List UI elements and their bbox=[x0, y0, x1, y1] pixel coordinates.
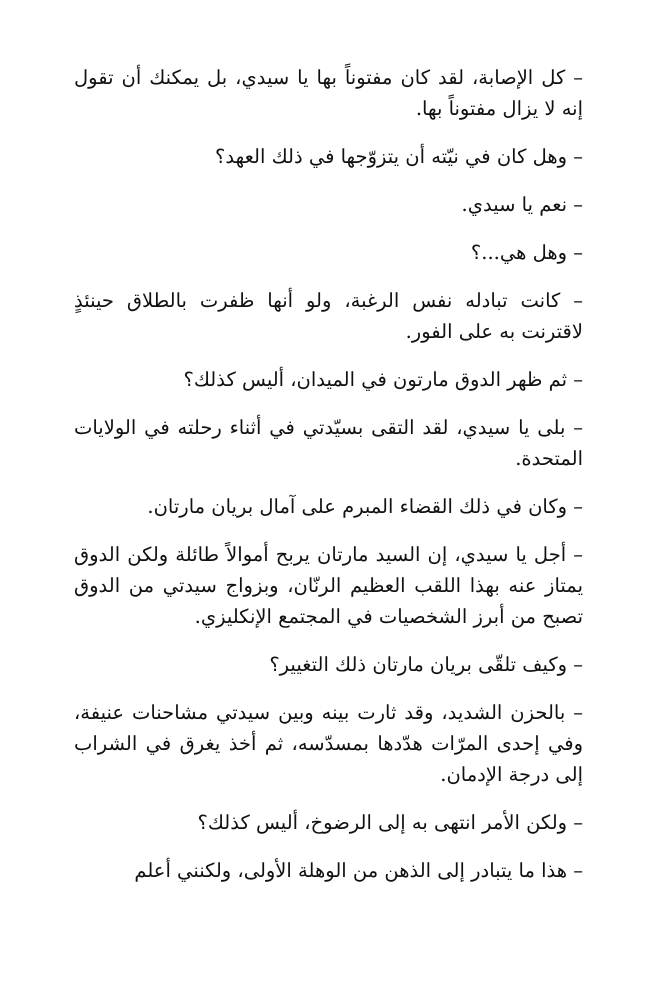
dialogue-paragraph-10: – وكيف تلقّى بريان مارتان ذلك التغيير؟ bbox=[269, 653, 583, 676]
dialogue-paragraph-7: – بلى يا سيدي، لقد التقى بسيّدتي في أثناء رحلته في الولايات المتحدة. bbox=[74, 416, 583, 470]
dialogue-paragraph-3: – نعم يا سيدي. bbox=[461, 193, 583, 216]
dialogue-paragraph-13: – هذا ما يتبادر إلى الذهن من الوهلة الأولى، ولكنني أعلم bbox=[134, 859, 583, 882]
page-text bbox=[74, 62, 583, 903]
dialogue-paragraph-11: – بالحزن الشديد، وقد ثارت بينه وبين سيدتي مشاحنات عنيفة، وفي إحدى المرّات هدّدها بمسدّسه، ثم أخذ يغرق في الشراب إلى درجة الإدمان. bbox=[74, 701, 583, 786]
dialogue-paragraph-2: – وهل كان في نيّته أن يتزوّجها في ذلك العهد؟ bbox=[215, 145, 583, 168]
dialogue-paragraph-4: – وهل هي...؟ bbox=[470, 241, 583, 264]
dialogue-paragraph-12: – ولكن الأمر انتهى به إلى الرضوخ، أليس كذلك؟ bbox=[197, 811, 583, 834]
dialogue-paragraph-1: – كل الإصابة، لقد كان مفتوناً بها يا سيدي، بل يمكنك أن تقول إنه لا يزال مفتوناً بها. bbox=[74, 66, 583, 120]
dialogue-paragraph-5: – كانت تبادله نفس الرغبة، ولو أنها ظفرت بالطلاق حينئذٍ لاقترنت به على الفور. bbox=[74, 289, 583, 343]
dialogue-paragraph-6: – ثم ظهر الدوق مارتون في الميدان، أليس كذلك؟ bbox=[183, 368, 583, 391]
dialogue-paragraph-8: – وكان في ذلك القضاء المبرم على آمال بريان مارتان. bbox=[147, 495, 583, 518]
dialogue-paragraph-9: – أجل يا سيدي، إن السيد مارتان يربح أموالاً طائلة ولكن الدوق يمتاز عنه بهذا اللقب العظيم الرنّان، وبزواج سيدتي من الدوق تصبح من أبرز الشخصيات في المجتمع الإنكليزي. bbox=[74, 543, 583, 628]
